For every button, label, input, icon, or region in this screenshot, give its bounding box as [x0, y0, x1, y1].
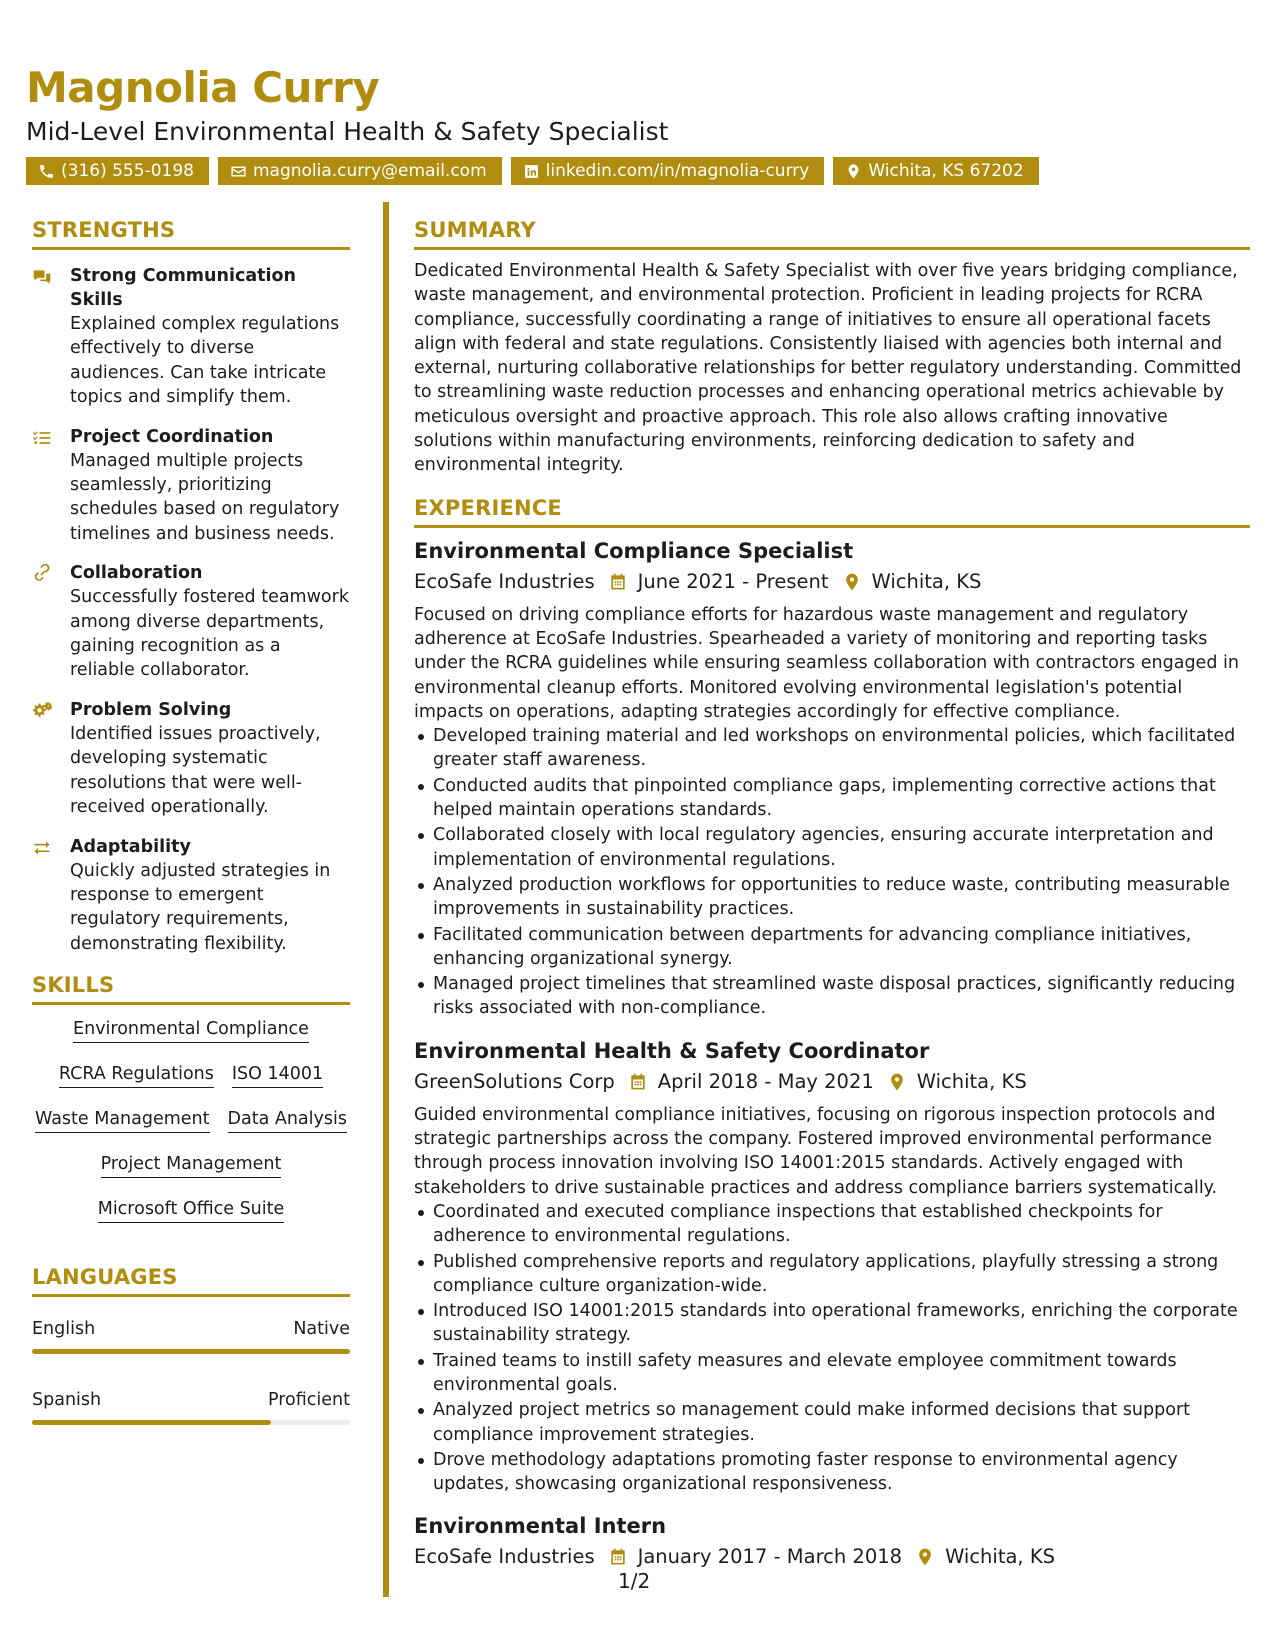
job-description: Focused on driving compliance efforts for hazardous waste management and regulatory adherence at EcoSafe Industries. Spearheaded a variety of monitoring and reporting tasks under the RCRA guidelines while ensuring seamless collaboration with contractors engaged in environmental cleanup efforts. Monitored evolving environmental legislation's potential impacts on operations, adapting strategies accordingly for effective compliance. [414, 604, 1239, 722]
job-dates: April 2018 - May 2021 [657, 1069, 874, 1093]
calendar-icon [608, 1547, 628, 1567]
job-company: GreenSolutions Corp [414, 1069, 615, 1093]
strength-title: Adaptability [70, 836, 191, 857]
strength-title: Problem Solving [70, 699, 232, 720]
summary-text: Dedicated Environmental Health & Safety Specialist with over five years bridging compliance, waste management, and environmental protection. Proficient in leading projects for RCRA compliance, successfully coordinating a range of initiatives to ensure all operational facets align with federal and state regulations. Consistently liaised with agencies both internal and external, nurturing collaborative relationships for better regulatory understanding. Committed to streamlining waste reduction processes and enhancing operational metrics achievable by meticulous oversight and proactive approach. This role also allows crafting innovative solutions within manufacturing environments, reinforcing dedication to safety and environmental integrity. [414, 261, 1242, 476]
language-bar-fill [32, 1349, 350, 1354]
job-entry [414, 1512, 1250, 1572]
map-pin-icon [887, 1072, 907, 1092]
linkedin-text: linkedin.com/in/magnolia-curry [545, 161, 810, 181]
bullet-item: Developed training material and led workshops on environmental policies, which facilitated greater staff awareness. [414, 724, 1250, 773]
job-title: Environmental Health & Safety Coordinator [414, 1038, 930, 1063]
language-item [32, 1388, 350, 1425]
skills-list [32, 1017, 350, 1223]
summary-heading: SUMMARY [414, 216, 1250, 250]
language-bar [32, 1420, 350, 1425]
bullet-item: Published comprehensive reports and regulatory applications, playfully stressing a strong compliance culture organization-wide. [414, 1250, 1250, 1299]
candidate-title: Mid-Level Environmental Health & Safety Specialist [26, 117, 669, 146]
contact-bar [26, 157, 1246, 185]
skill-tag: Waste Management [35, 1107, 210, 1133]
map-pin-icon [845, 163, 862, 180]
strength-desc: Identified issues proactively, developing systematic resolutions that were well-received operationally. [70, 723, 321, 818]
language-name: Spanish [32, 1390, 102, 1411]
strength-item [32, 264, 350, 410]
link-icon [32, 564, 52, 584]
phone-text: (316) 555-0198 [61, 161, 194, 181]
strength-item [32, 835, 350, 957]
skill-tag: ISO 14001 [232, 1062, 323, 1088]
swap-arrows-icon [32, 838, 52, 858]
left-column [32, 216, 350, 1425]
strength-item [32, 425, 350, 547]
contact-linkedin[interactable] [511, 157, 825, 185]
bullet-item: Coordinated and executed compliance inspections that established checkpoints for adherence to environmental regulations. [414, 1200, 1250, 1249]
resume-header [26, 62, 1246, 185]
strength-item [32, 561, 350, 683]
experience-heading: EXPERIENCE [414, 494, 1250, 528]
job-company: EcoSafe Industries [414, 1545, 595, 1569]
strength-title: Strong Communication Skills [70, 266, 296, 310]
job-description: Guided environmental compliance initiatives, focusing on rigorous inspection protocols and strategic partnerships across the company. Fostered improved environmental performance through process innovation involving ISO 14001:2015 standards. Actively engaged with stakeholders to drive sustainable practices and address compliance barriers systematically. [414, 1104, 1218, 1198]
strength-desc: Managed multiple projects seamlessly, prioritizing schedules based on regulatory timelines and business needs. [70, 450, 340, 544]
location-text: Wichita, KS 67202 [868, 161, 1024, 181]
bullet-item: Facilitated communication between departments for advancing compliance initiatives, enhancing organizational synergy. [414, 923, 1250, 972]
job-company: EcoSafe Industries [414, 569, 595, 593]
language-bar [32, 1349, 350, 1354]
bullet-item: Introduced ISO 14001:2015 standards into operational frameworks, enriching the corporate sustainability strategy. [414, 1299, 1250, 1348]
job-meta [414, 1542, 1250, 1572]
bullet-item: Managed project timelines that streamlined waste disposal practices, significantly reducing risks associated with non-compliance. [414, 972, 1250, 1021]
job-bullets [414, 724, 1250, 1021]
language-bar-fill [32, 1420, 271, 1425]
contact-location [833, 157, 1038, 185]
strength-item [32, 698, 350, 820]
skill-tag: RCRA Regulations [59, 1062, 214, 1088]
job-bullets [414, 1200, 1250, 1497]
job-location: Wichita, KS [871, 569, 982, 593]
job-title: Environmental Compliance Specialist [414, 538, 854, 563]
email-text: magnolia.curry@email.com [252, 161, 487, 181]
strength-title: Collaboration [70, 563, 203, 584]
job-meta [414, 567, 1250, 597]
gears-icon [32, 701, 52, 721]
candidate-name: Magnolia Curry [26, 63, 380, 112]
skill-tag: Data Analysis [228, 1107, 347, 1133]
skill-tag: Project Management [101, 1152, 282, 1178]
job-entry [414, 1037, 1250, 1497]
job-title: Environmental Intern [414, 1514, 667, 1539]
skill-tag: Microsoft Office Suite [98, 1197, 285, 1223]
bullet-item: Analyzed production workflows for opportunities to reduce waste, contributing measurable improvements in sustainability practices. [414, 873, 1250, 922]
language-level: Native [293, 1319, 350, 1340]
strengths-heading: STRENGTHS [32, 216, 350, 250]
job-location: Wichita, KS [916, 1069, 1027, 1093]
chat-bubbles-icon [32, 267, 52, 287]
linkedin-icon [523, 163, 540, 180]
strength-desc: Explained complex regulations effectively to diverse audiences. Can take intricate topics and simplify them. [70, 314, 340, 408]
job-dates: January 2017 - March 2018 [637, 1545, 903, 1569]
bullet-item: Trained teams to instill safety measures and elevate employee commitment towards environmental goals. [414, 1349, 1250, 1398]
calendar-icon [628, 1072, 648, 1092]
job-meta [414, 1067, 1250, 1097]
contact-email[interactable] [218, 157, 502, 185]
job-dates: June 2021 - Present [637, 569, 829, 593]
envelope-icon [230, 163, 247, 180]
right-column [414, 216, 1250, 1572]
skills-heading: SKILLS [32, 971, 350, 1005]
strength-title: Project Coordination [70, 426, 274, 447]
task-list-icon [32, 428, 52, 448]
map-pin-icon [915, 1547, 935, 1567]
languages-heading: LANGUAGES [32, 1263, 350, 1297]
bullet-item: Collaborated closely with local regulatory agencies, ensuring accurate interpretation and implementation of environmental regulations. [414, 823, 1250, 872]
bullet-item: Drove methodology adaptations promoting faster response to environmental agency updates, showcasing organizational responsiveness. [414, 1448, 1250, 1497]
job-location: Wichita, KS [945, 1545, 1055, 1569]
skill-tag: Environmental Compliance [73, 1017, 309, 1043]
column-divider [383, 202, 389, 1597]
phone-icon [38, 163, 55, 180]
language-item [32, 1317, 350, 1354]
strength-desc: Successfully fostered teamwork among diverse departments, gaining recognition as a reliable collaborator. [70, 587, 349, 681]
language-level: Proficient [268, 1390, 350, 1411]
page-number: 1/2 [618, 1569, 651, 1593]
strength-desc: Quickly adjusted strategies in response to emergent regulatory requirements, demonstrating flexibility. [70, 860, 331, 954]
job-entry [414, 537, 1250, 1021]
bullet-item: Analyzed project metrics so management could make informed decisions that support compliance improvement strategies. [414, 1398, 1250, 1447]
strengths-list [32, 264, 350, 956]
calendar-icon [608, 572, 628, 592]
contact-phone[interactable] [26, 157, 209, 185]
map-pin-icon [842, 572, 862, 592]
language-name: English [32, 1319, 96, 1340]
bullet-item: Conducted audits that pinpointed compliance gaps, implementing corrective actions that helped maintain operations standards. [414, 774, 1250, 823]
